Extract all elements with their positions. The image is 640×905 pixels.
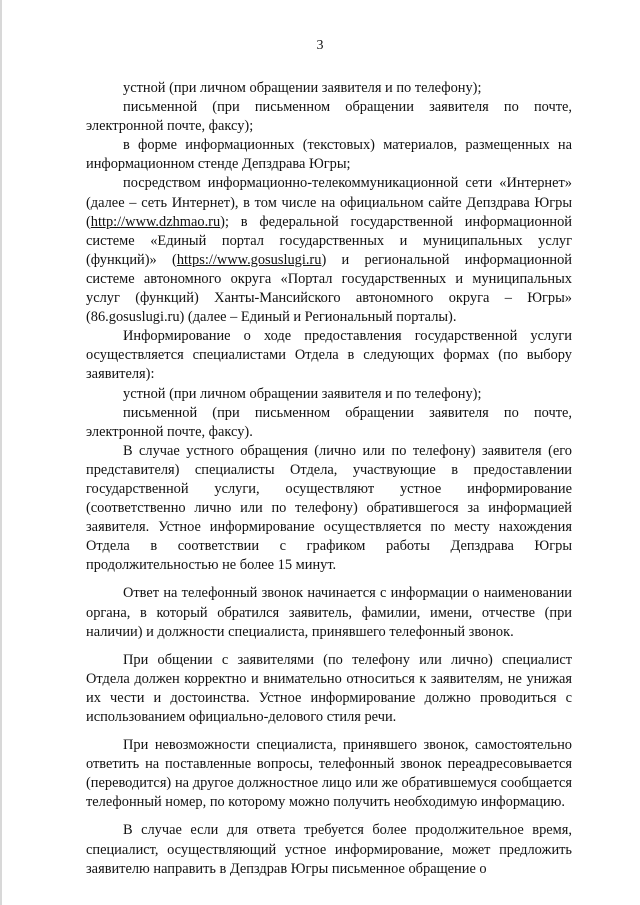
page-number: 3 <box>316 38 324 53</box>
paragraph-oral-form-2: устной (при личном обращении заявителя и по телефону); <box>123 385 482 402</box>
gosuslugi-link[interactable]: https://www.gosuslugi.ru <box>176 251 322 268</box>
paragraph-oral-form: устной (при личном обращении заявителя и по телефону); <box>123 80 482 96</box>
paragraph-written-form-2: письменной (при письменном обращении заявителя по почте, электронной почте, факсу). <box>86 404 572 440</box>
scan-edge-line <box>0 0 2 905</box>
paragraph-oral-appeal: В случае устного обращения (лично или по телефону) заявителя (его представителя) специалисты Отдела, участвующие в предоставлении государственной услуги, осуществляют устное информирование (соответственно лично или по телефону) обратившегося за информацией заявителя. Устное информирование осуществляется по месту нахождения Отдела в соответствии с графиком работы Депздрава Югры продолжительностью не более 15 минут. <box>86 442 572 574</box>
paragraph-longer-response: В случае если для ответа требуется более продолжительное время, специалист, осуществляющий устное информирование, может предложить заявителю направить в Депздрав Югры письменное обращение о <box>86 822 572 877</box>
internet-text-1: посредством информационно-телекоммуникационной сети «Интернет» (далее – сеть Интернет), в том числе на официальном сайте Депздрава Югры ( <box>86 175 572 230</box>
document-body <box>86 79 572 879</box>
internet-text-2: ); в федеральной государственной информационной системе «Единый портал государственных и муниципальных услуг (функций)» ( <box>86 213 572 268</box>
paragraph-communication: При общении с заявителями (по телефону или лично) специалист Отдела должен корректно и внимательно относиться к заявителям, не унижая их чести и достоинства. Устное информирование должно проводиться с использованием официально-делового стиля речи. <box>86 651 572 725</box>
paragraph-internet <box>86 174 572 327</box>
paragraph-written-form: письменной (при письменном обращении заявителя по почте, электронной почте, факсу); <box>86 99 572 135</box>
internet-text-3: ) и региональной информационной системе автономного округа «Портал государственных и муниципальных услуг (функций) Ханты-Мансийского автономного округа – Югры» (86.gosuslugi.ru) (далее – Единый и Региональный порталы). <box>86 251 572 326</box>
paragraph-redirect: При невозможности специалиста, принявшего звонок, самостоятельно ответить на поставленные вопросы, телефонный звонок переадресовывается (переводится) на другое должностное лицо или же обратившемуся сообщается телефонный номер, по которому можно получить необходимую информацию. <box>86 737 572 811</box>
paragraph-progress-info: Информирование о ходе предоставления государственной услуги осуществляется специалистами Отдела в следующих формах (по выбору заявителя): <box>86 328 572 383</box>
paragraph-info-stand: в форме информационных (текстовых) материалов, размещенных на информационном стенде Депздрава Югры; <box>86 137 572 173</box>
dzhmao-link[interactable]: http://www.dzhmao.ru <box>90 213 221 230</box>
paragraph-phone-answer: Ответ на телефонный звонок начинается с информации о наименовании органа, в который обратился заявитель, фамилии, имени, отчестве (при наличии) и должности специалиста, принявшего телефонный звонок. <box>86 585 572 640</box>
